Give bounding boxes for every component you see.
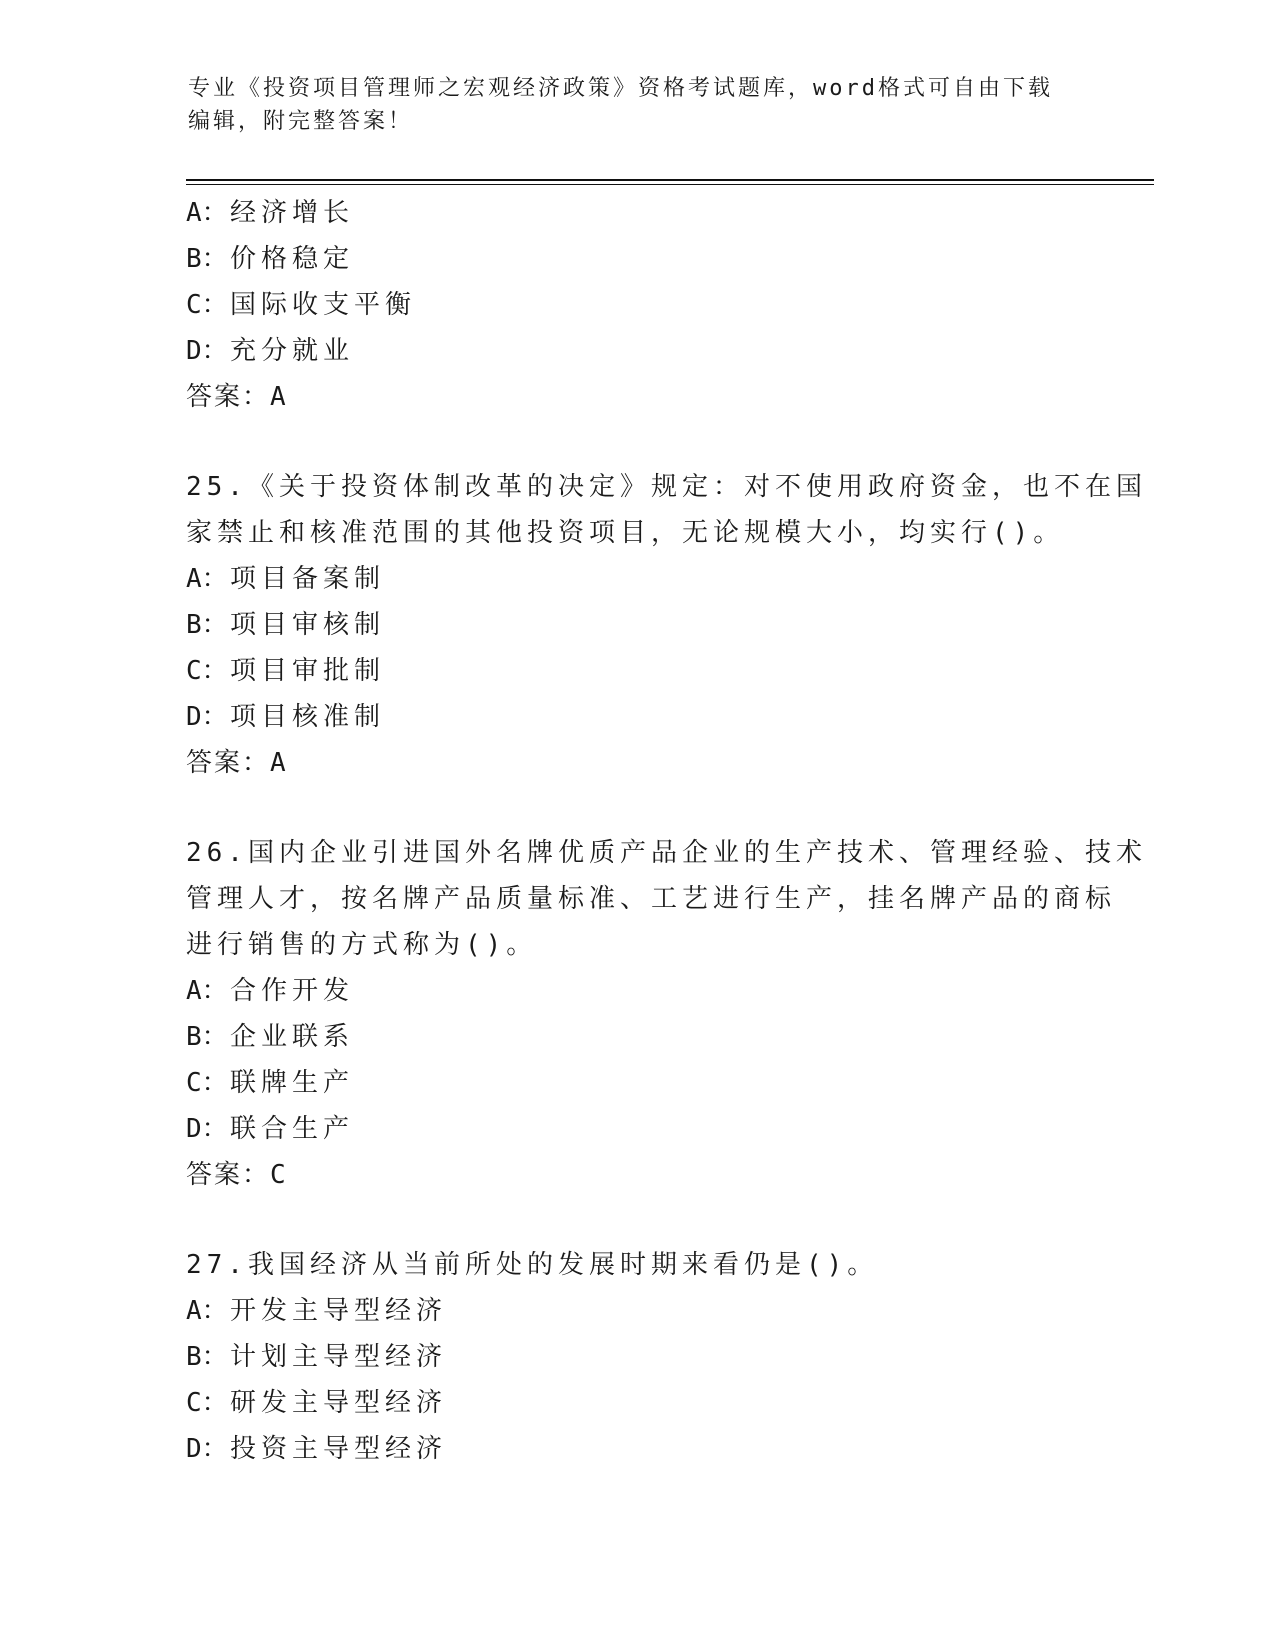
spacer (186, 1198, 1086, 1242)
option-letter: B： (186, 610, 228, 640)
option-letter: A： (186, 1296, 228, 1326)
option-a (186, 190, 1086, 236)
spacer (186, 786, 1086, 830)
option-text: 国际收支平衡 (230, 290, 417, 320)
option-letter: B： (186, 1022, 228, 1052)
answer-line: 答案：C (186, 1160, 288, 1190)
question-block (186, 1242, 1086, 1472)
option-letter: D： (186, 336, 228, 366)
answer-line: 答案：A (186, 382, 288, 412)
option-letter: C： (186, 1388, 228, 1418)
option-b (186, 602, 1086, 648)
question-block (186, 830, 1147, 1198)
question-text-line: 27.我国经济从当前所处的发展时期来看仍是()。 (186, 1250, 879, 1280)
option-text: 计划主导型经济 (230, 1342, 448, 1372)
document-header: 专业《投资项目管理师之宏观经济政策》资格考试题库，word格式可自由下载编辑，附完整答案！ (188, 76, 1053, 134)
option-letter: C： (186, 290, 228, 320)
question-text-line: 家禁止和核准范围的其他投资项目，无论规模大小，均实行()。 (186, 518, 1065, 548)
option-text: 投资主导型经济 (230, 1434, 448, 1464)
option-text: 企业联系 (230, 1022, 355, 1052)
header-divider (186, 179, 1154, 185)
option-letter: B： (186, 1342, 228, 1372)
option-letter: A： (186, 564, 228, 594)
question-content (186, 190, 1147, 1472)
option-text: 联合生产 (230, 1114, 355, 1144)
question-text-line: 进行销售的方式称为()。 (186, 930, 538, 960)
option-letter: D： (186, 1114, 228, 1144)
option-text: 开发主导型经济 (230, 1296, 448, 1326)
spacer (186, 420, 1086, 464)
option-letter: C： (186, 656, 228, 686)
option-a (186, 968, 1086, 1014)
answer-line: 答案：A (186, 748, 288, 778)
option-c (186, 648, 1086, 694)
option-c (186, 282, 1086, 328)
question-text-line: 管理人才，按名牌产品质量标准、工艺进行生产，挂名牌产品的商标 (186, 884, 1117, 914)
option-text: 联牌生产 (230, 1068, 355, 1098)
question-block (186, 190, 1086, 420)
option-text: 价格稳定 (230, 244, 355, 274)
option-letter: C： (186, 1068, 228, 1098)
option-text: 研发主导型经济 (230, 1388, 448, 1418)
question-text-line: 26.国内企业引进国外名牌优质产品企业的生产技术、管理经验、技术 (186, 838, 1147, 868)
option-b (186, 1334, 1086, 1380)
option-d (186, 328, 1086, 374)
option-d (186, 1106, 1086, 1152)
option-text: 经济增长 (230, 198, 355, 228)
option-text: 项目备案制 (230, 564, 386, 594)
option-text: 项目审核制 (230, 610, 386, 640)
option-letter: D： (186, 702, 228, 732)
question-block (186, 464, 1147, 786)
option-c (186, 1060, 1086, 1106)
option-text: 项目审批制 (230, 656, 386, 686)
option-a (186, 556, 1086, 602)
option-d (186, 694, 1086, 740)
option-letter: B： (186, 244, 228, 274)
option-d (186, 1426, 1086, 1472)
option-text: 合作开发 (230, 976, 355, 1006)
option-b (186, 1014, 1086, 1060)
option-letter: A： (186, 198, 228, 228)
option-letter: A： (186, 976, 228, 1006)
option-text: 项目核准制 (230, 702, 386, 732)
option-c (186, 1380, 1086, 1426)
option-b (186, 236, 1086, 282)
question-text-line: 25.《关于投资体制改革的决定》规定：对不使用政府资金，也不在国 (186, 472, 1147, 502)
option-text: 充分就业 (230, 336, 355, 366)
option-a (186, 1288, 1086, 1334)
option-letter: D： (186, 1434, 228, 1464)
